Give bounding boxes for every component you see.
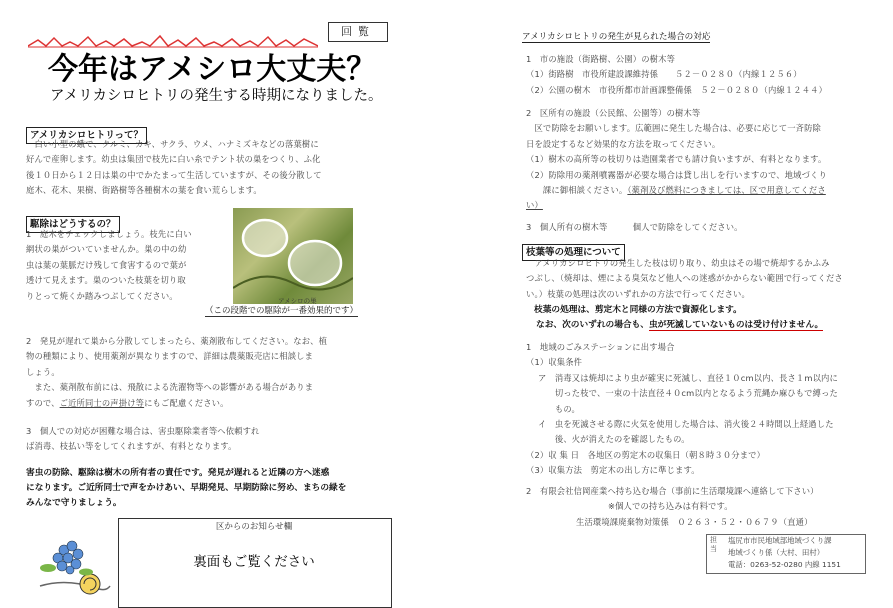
photo-caption: アメシロの巣 <box>278 297 317 305</box>
section-heading: 枝葉等の処理について <box>522 244 625 261</box>
collection-station <box>526 340 886 479</box>
text-line: すので、ご近所同士の声掛け等にもご配慮ください。 <box>26 397 229 408</box>
photo-note: （この段階での駆除が一番効果的です） <box>205 306 359 316</box>
page-title: 今年はアメシロ大丈夫？ <box>48 52 377 87</box>
text-line: 庭木、花木、果樹、街路樹等各種樹木の葉を食い荒らします。 <box>26 185 262 196</box>
circular-stamp: 回覧 <box>328 22 388 42</box>
text-line: つぶし、（焼却は、煙による臭気など他人への迷惑がかからない範囲で行ってくださ <box>526 273 843 284</box>
text-line: 切った枝で、一束の十法直径４０cm以内となるよう荒縄か麻ひもで縛った <box>538 388 838 399</box>
text-line: 1 庭木をチェックしましょう。枝先に白い <box>26 229 192 239</box>
branch-processing-body <box>526 256 886 302</box>
text-line: 好んで産卵します。幼虫は集団で枝先に白い糸でテント状の巣をつくり、ふ化 <box>26 154 321 165</box>
text-line: （2）収 集 日 各地区の剪定木の収集日（朝８時３０分まで） <box>526 449 766 460</box>
text-line: 3 個人での対応が困難な場合は、害虫駆除業者等へ依頼すれ <box>26 426 260 436</box>
underlined-text: い） <box>526 200 543 211</box>
bold-notice <box>534 303 823 333</box>
text-line: 3 個人所有の樹木等 個人で防除をしてください。 <box>526 222 743 232</box>
text-line <box>526 198 886 213</box>
text-line: い。）枝葉の処理は次のいずれかの方法で行ってください。 <box>526 288 750 299</box>
text-line: 網状の巣がついていませんか。巣の中の幼 <box>26 244 187 255</box>
text-line: ア 消毒又は焼却により虫が確実に死滅し、直径１０cm以内、長さ１m以内に <box>538 372 838 383</box>
removal-step-2 <box>26 334 426 411</box>
district-facilities <box>526 106 886 214</box>
text-line: なお、次のいずれの場合も、虫が死滅していないものは受け付けません。 <box>536 320 824 330</box>
notice-body: 裏面もご覧ください <box>193 554 315 570</box>
text-line: 1 市の施設（街路樹、公園）の樹木等 <box>526 54 676 64</box>
text-line: 透けて見えます。巣のついた枝葉を切り取 <box>26 275 186 286</box>
text-line: （1）樹木の高所等の枝切りは造園業者でも請け負いますが、有料となります。 <box>526 154 827 165</box>
text-line: また、薬剤散布前には、飛散による洗濯物等への影響がある場合がありま <box>26 382 314 393</box>
text-line: 塩尻市市民地域部地域づくり課 <box>728 536 832 545</box>
section-heading: アメリカシロヒトリって？ <box>26 127 147 144</box>
response-heading: アメリカシロヒトリの発生が見られた場合の対応 <box>522 32 711 42</box>
page-subtitle: アメリカシロヒトリの発生する時期になりました。 <box>50 88 383 104</box>
text-line: みんなで守りましょう。 <box>26 498 122 508</box>
text-line: になります。ご近所同士で声をかけあい、早期発見、早期防除に努め、まちの緑を <box>26 483 347 493</box>
text-line: 電話：0263-52-0280 内線 1151 <box>728 560 841 569</box>
contact-info <box>728 535 841 571</box>
company-dropoff <box>526 484 886 530</box>
text-line: ば消毒、枝払い等をしてくれますが、有料となります。 <box>26 441 237 452</box>
text-line: りとって焼くか踏みつぶしてください。 <box>26 290 178 301</box>
text-line: 課に御相談ください。（薬剤及び燃料につきましては、区で用意してくださ <box>526 185 826 196</box>
text-line: 枝葉の処理は、剪定木と同様の方法で資源化します。 <box>534 305 742 315</box>
text-line: しょう。 <box>26 366 60 377</box>
text-line: 後、火が消えたのを確認したもの。 <box>538 434 690 445</box>
text-line: ※個人での持ち込みは有料です。 <box>608 501 733 512</box>
underlined-text: （薬剤及び燃料につきましては、区で用意してくださ <box>627 185 826 196</box>
private-trees <box>526 220 886 235</box>
text-line: 2 発見が遅れて巣から分散してしまったら、薬剤散布してください。なお、植 <box>26 336 328 346</box>
city-facilities <box>526 52 886 98</box>
text-line: もの。 <box>538 403 580 414</box>
text-line: 2 有限会社信岡産業へ持ち込む場合（事前に生活環境課へ連絡して下さい） <box>526 486 819 496</box>
warning-text <box>26 466 426 511</box>
underlined-text: ご近所同士の声掛け等 <box>59 397 145 408</box>
text-line: イ 虫を死滅させる際に火気を使用した場合は、消火後２４時間以上経過した <box>538 419 834 430</box>
text-line: 日を設定するなど効果的な方法を取ってください。 <box>526 138 721 149</box>
text-line: （3）収集方法 剪定木の出し方に準じます。 <box>526 465 700 476</box>
removal-step-3 <box>26 424 426 455</box>
text-line: 生活環境課廃棄物対策係 ０２６３・５２・０６７９（直通） <box>576 516 813 527</box>
text-line: 後１０日から１２日は巣の中でかたまって生活していますが、その後分散して <box>26 169 322 180</box>
text-line: （2）公園の樹木 市役所都市計画課整備係 ５２－０２８０（内線１２４４） <box>526 84 828 95</box>
contact-tag: 担当 <box>710 536 717 553</box>
flower-snail-illustration <box>36 528 112 598</box>
text-line: 物の種類により、使用薬剤が異なりますので、詳細は農薬販売店に相談しま <box>26 351 314 362</box>
text-line: 区で防除をお願いします。広範囲に発生した場合は、必要に応じて一斉防除 <box>526 123 821 134</box>
underlined-text: 虫が死滅していないものは受け付けません。 <box>648 320 824 330</box>
text-line: 2 区所有の施設（公民館、公園等）の樹木等 <box>526 108 701 118</box>
text-line: （1）収集条件 <box>526 357 583 368</box>
text-line: 1 地域のごみステーションに出す場合 <box>526 342 675 352</box>
removal-step-1 <box>26 227 236 304</box>
text-line: （2）防除用の薬剤噴霧器が必要な場合は貸し出しを行いますので、地域づくり <box>526 169 827 180</box>
text-line: （1）街路樹 市役所建設課維持係 ５２－０２８０（内線１２５６） <box>526 69 802 80</box>
section-heading: 駆除はどうするの？ <box>26 216 120 233</box>
text-line: アメリカシロヒトリの発生した枝は切り取り、幼虫はその場で焼却するかふみ <box>526 258 830 268</box>
text-line: 虫は葉の葉脈だけ残して食害するので葉が <box>26 259 187 270</box>
section-what-is-body <box>26 137 426 199</box>
notice-heading: 区からのお知らせ欄 <box>215 522 293 532</box>
text-line: 白い小型の蛾で、クルミ、カキ、サクラ、ウメ、ハナミズキなどの落葉樹に <box>26 139 319 149</box>
text-line: 地域づくり係（大村、田村） <box>728 548 825 557</box>
webworm-nest-photo <box>233 208 353 304</box>
text-line: 害虫の防除、駆除は樹木の所有者の責任です。発見が遅れると近隣の方へ迷惑 <box>26 468 330 478</box>
